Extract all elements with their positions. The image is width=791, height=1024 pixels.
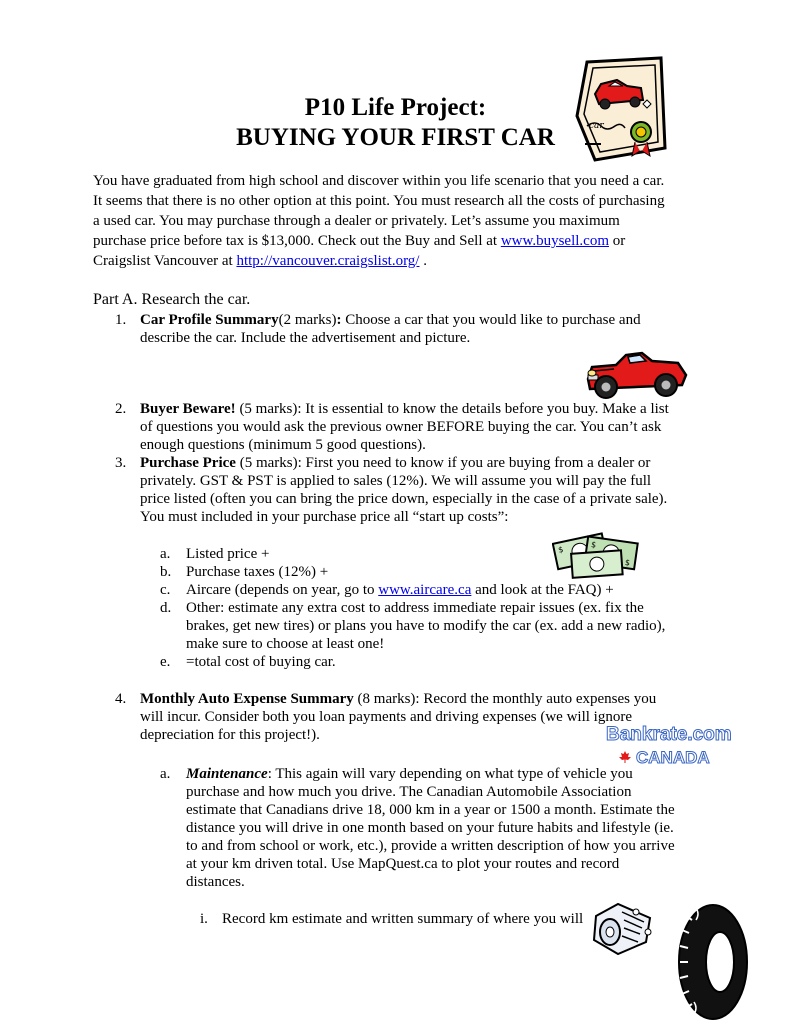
item-2-number: 2. xyxy=(115,401,127,417)
buysell-link[interactable]: www.buysell.com xyxy=(500,233,609,249)
sub-a-label: a. xyxy=(160,546,171,562)
svg-text:$: $ xyxy=(557,544,565,555)
sub-e-text: =total cost of buying car. xyxy=(186,654,336,670)
sub-c-line xyxy=(186,581,614,600)
craigslist-link[interactable]: http://vancouver.craigslist.org/ xyxy=(236,253,420,269)
item-3-line-3: price listed (often you can bring the price down, especially in the case of a private sale). xyxy=(140,491,668,507)
item-4-line-2: will incur. Consider both you loan payments and driving expenses (we will ignore xyxy=(140,709,632,725)
canada-text: CANADA xyxy=(636,748,710,767)
part-a-heading: Part A. Research the car. xyxy=(93,291,251,308)
title-line-2: BUYING YOUR FIRST CAR xyxy=(236,124,555,151)
maple-leaf-icon xyxy=(618,750,632,764)
title-line-1: P10 Life Project: xyxy=(304,94,487,121)
tire-icon xyxy=(676,902,750,1022)
intro-line-5-end: . xyxy=(419,253,427,269)
item-3-text: (5 marks): First you need to know if you are buying from a dealer or xyxy=(235,455,651,471)
maintenance-label: a. xyxy=(160,766,171,782)
aircare-link[interactable]: www.aircare.ca xyxy=(378,582,472,598)
item-4-line-1 xyxy=(140,690,656,709)
item-4-line-3: depreciation for this project!). xyxy=(140,727,320,743)
intro-line-5-text: Craigslist Vancouver at xyxy=(93,253,237,269)
sub-d-line-1: Other: estimate any extra cost to address immediate repair issues (ex. fix the xyxy=(186,600,644,616)
item-4-number: 4. xyxy=(115,691,127,707)
intro-line-4-end: or xyxy=(609,233,626,249)
svg-text:car: car xyxy=(589,121,604,131)
intro-line-1: You have graduated from high school and discover within you life scenario that you need a car. xyxy=(93,173,665,189)
item-1-colon: : xyxy=(336,312,342,328)
item-2-line-2: of questions you would ask the previous owner BEFORE buying the car. You can’t ask xyxy=(140,419,662,435)
maintenance-line-5: to and from school or work, etc.), provide a written description of how you arrive xyxy=(186,838,675,854)
money-bills-icon xyxy=(552,526,644,580)
item-3-number: 3. xyxy=(115,455,127,471)
sub-c-text: Aircare (depends on year, go to xyxy=(186,582,379,598)
sub-a-text: Listed price + xyxy=(186,546,270,562)
sub-d-line-2: brakes, get new tires) or plans you have to modify the car (ex. add a new radio), xyxy=(186,618,666,634)
maintenance-line-7: distances. xyxy=(186,874,245,890)
sub-b-label: b. xyxy=(160,564,172,580)
sub-d-line-3: make sure to choose at least one! xyxy=(186,636,385,652)
item-3-line-1 xyxy=(140,454,650,473)
roman-i-label: i. xyxy=(200,911,208,927)
maintenance-line-1 xyxy=(186,765,633,784)
svg-text:$: $ xyxy=(590,540,597,550)
sub-e-label: e. xyxy=(160,654,171,670)
car-document-clipart-icon xyxy=(565,56,671,164)
maintenance-line-6: at your km driven total. Use MapQuest.ca to plot your routes and record xyxy=(186,856,620,872)
item-3-heading: Purchase Price xyxy=(140,455,236,471)
maintenance-line-3: estimate that Canadians drive 18, 000 km in a year or 1500 a month. Estimate the xyxy=(186,802,675,818)
item-2-text: (5 marks): It is essential to know the details before you buy. Make a list xyxy=(235,401,669,417)
intro-line-4 xyxy=(93,232,625,251)
item-2-line-3: enough questions (minimum 5 good questions). xyxy=(140,437,426,453)
item-1-heading: Car Profile Summary xyxy=(140,312,279,328)
sub-d-label: d. xyxy=(160,600,172,616)
engine-part-icon xyxy=(588,898,660,960)
item-1-number: 1. xyxy=(115,312,127,328)
intro-line-5 xyxy=(93,252,427,271)
item-4-text: (8 marks): Record the monthly auto expenses you xyxy=(353,691,657,707)
sub-c-label: c. xyxy=(160,582,171,598)
maintenance-line-2: purchase and how much you drive. The Canadian Automobile Association xyxy=(186,784,632,800)
item-2-line-1 xyxy=(140,400,669,419)
item-3-line-4: You must included in your purchase price all “start up costs”: xyxy=(140,509,509,525)
maintenance-line-4: distance you will drive in one month based on your future habits and lifestyle (ie. xyxy=(186,820,674,836)
sub-c-end: and look at the FAQ) + xyxy=(471,582,614,598)
intro-line-3: a used car. You may purchase through a dealer or privately. Let’s assume you maximum xyxy=(93,213,620,229)
intro-line-2: It seems that there is no other option at this point. You must research all the costs of purchasing xyxy=(93,193,665,209)
item-3-line-2: privately. GST & PST is applied to sales (12%). We will assume you will pay the full xyxy=(140,473,652,489)
bankrate-text: Bankrate.com xyxy=(606,724,732,745)
item-1-marks: (2 marks) xyxy=(278,312,337,328)
sub-b-text: Purchase taxes (12%) + xyxy=(186,564,329,580)
maintenance-text: : This again will vary depending on what type of vehicle you xyxy=(267,766,633,782)
red-convertible-car-icon xyxy=(582,345,692,403)
item-1-line-2: describe the car. Include the advertisement and picture. xyxy=(140,330,471,346)
svg-text:$: $ xyxy=(624,557,631,568)
item-4-heading: Monthly Auto Expense Summary xyxy=(140,691,354,707)
maintenance-heading: Maintenance xyxy=(186,766,268,782)
item-1-text: Choose a car that you would like to purchase and xyxy=(341,312,641,328)
intro-line-4-text: purchase price before tax is $13,000. Check out the Buy and Sell at xyxy=(93,233,501,249)
item-1-line-1 xyxy=(140,311,641,330)
item-2-heading: Buyer Beware! xyxy=(140,401,236,417)
roman-i-text: Record km estimate and written summary of where you will xyxy=(222,911,584,927)
